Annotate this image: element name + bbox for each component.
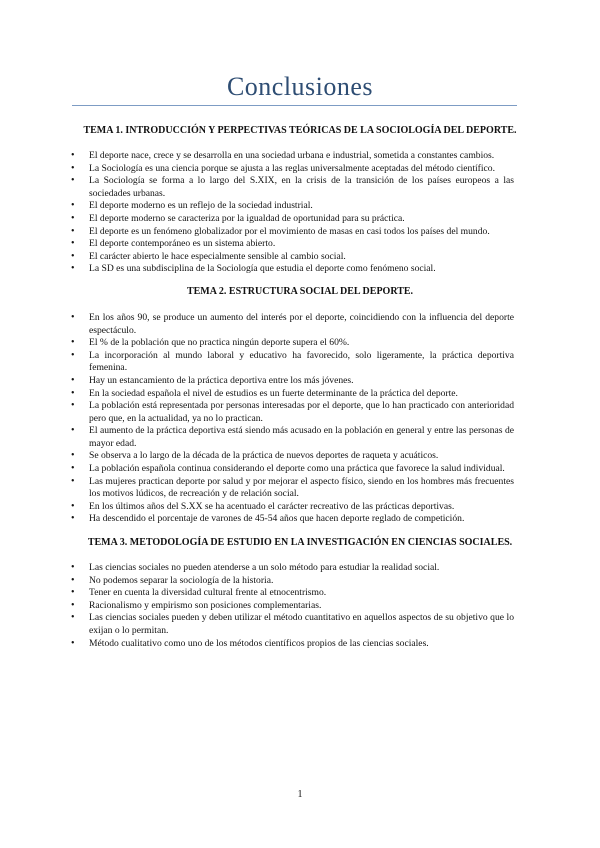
- section-tema-1: [0, 124, 600, 276]
- list-item: • La Sociología se forma a lo largo del S.XIX, en la crisis de la transición de los países europeos a las sociedades urbanas.: [89, 175, 514, 200]
- page-title: Conclusiones: [226, 72, 374, 101]
- page-number: 1: [297, 789, 303, 800]
- list-item: • El % de la población que no practica ningún deporte supera el 60%.: [89, 337, 514, 350]
- list-item: • En los años 90, se produce un aumento del interés por el deporte, coincidiendo con la influencia del deporte espectáculo.: [89, 312, 514, 337]
- section-heading: TEMA 1. INTRODUCCIÓN Y PERPECTIVAS TEÓRICAS DE LA SOCIOLOGÍA DEL DEPORTE.: [83, 125, 517, 136]
- list-item: • La población española continua considerando el deporte como una práctica que favorece la salud individual.: [89, 463, 514, 476]
- list-item: • La Sociología es una ciencia porque se ajusta a las reglas universalmente aceptadas del método científico.: [89, 163, 514, 176]
- section-heading: TEMA 2. ESTRUCTURA SOCIAL DEL DEPORTE.: [186, 285, 414, 297]
- list-item: • Tener en cuenta la diversidad cultural frente al etnocentrismo.: [89, 587, 514, 600]
- list-item: • El deporte nace, crece y se desarrolla en una sociedad urbana e industrial, sometida a constantes cambios.: [89, 150, 514, 163]
- list-item: • No podemos separar la sociología de la historia.: [89, 575, 514, 588]
- bullet-list: [0, 562, 600, 650]
- list-item: • El deporte moderno se caracteriza por la igualdad de oportunidad para su práctica.: [89, 213, 514, 226]
- title-divider: [72, 105, 517, 106]
- list-item: • El deporte moderno es un reflejo de la sociedad industrial.: [89, 200, 514, 213]
- list-item: • La población está representada por personas interesadas por el deporte, que lo han practicado con anterioridad pero que, en la actualidad, ya no lo practican.: [89, 400, 514, 425]
- list-item: • La SD es una subdisciplina de la Sociología que estudia el deporte como fenómeno social.: [89, 263, 514, 276]
- list-item: • El deporte es un fenómeno globalizador por el movimiento de masas en casi todos los países del mundo.: [89, 226, 514, 239]
- list-item: • En los últimos años del S.XX se ha acentuado el carácter recreativo de las prácticas deportivas.: [89, 501, 514, 514]
- list-item: • Las ciencias sociales no pueden atenderse a un solo método para estudiar la realidad social.: [89, 562, 514, 575]
- list-item: • Ha descendido el porcentaje de varones de 45-54 años que hacen deporte reglado de competición.: [89, 513, 514, 526]
- section-tema-2: [0, 285, 600, 526]
- document-body: [0, 124, 600, 650]
- list-item: • Se observa a lo largo de la década de la práctica de nuevos deportes de raqueta y acuáticos.: [89, 450, 514, 463]
- list-item: • Método cualitativo como uno de los métodos científicos propios de las ciencias sociales.: [89, 638, 514, 651]
- list-item: • Las mujeres practican deporte por salud y por mejorar el aspecto físico, siendo en los hombres más frecuentes los motivos lúdicos, de recreación y de relación social.: [89, 476, 514, 501]
- bullet-list: [0, 150, 600, 276]
- section-tema-3: [0, 536, 600, 650]
- list-item: • El deporte contemporáneo es un sistema abierto.: [89, 238, 514, 251]
- list-item: • Las ciencias sociales pueden y deben utilizar el método cuantitativo en aquellos aspectos de su objetivo que lo exijan o lo permitan.: [89, 612, 514, 637]
- list-item: • En la sociedad española el nivel de estudios es un fuerte determinante de la práctica del deporte.: [89, 388, 514, 401]
- list-item: • El aumento de la práctica deportiva está siendo más acusado en la población en general y entre las personas de mayor edad.: [89, 425, 514, 450]
- section-heading: TEMA 3. METODOLOGÍA DE ESTUDIO EN LA INVESTIGACIÓN EN CIENCIAS SOCIALES.: [87, 537, 513, 549]
- list-item: • La incorporación al mundo laboral y educativo ha favorecido, solo ligeramente, la práctica deportiva femenina.: [89, 350, 514, 375]
- list-item: • El carácter abierto le hace especialmente sensible al cambio social.: [89, 251, 514, 264]
- bullet-list: [0, 312, 600, 526]
- list-item: • Hay un estancamiento de la práctica deportiva entre los más jóvenes.: [89, 375, 514, 388]
- list-item: • Racionalismo y empirismo son posiciones complementarias.: [89, 600, 514, 613]
